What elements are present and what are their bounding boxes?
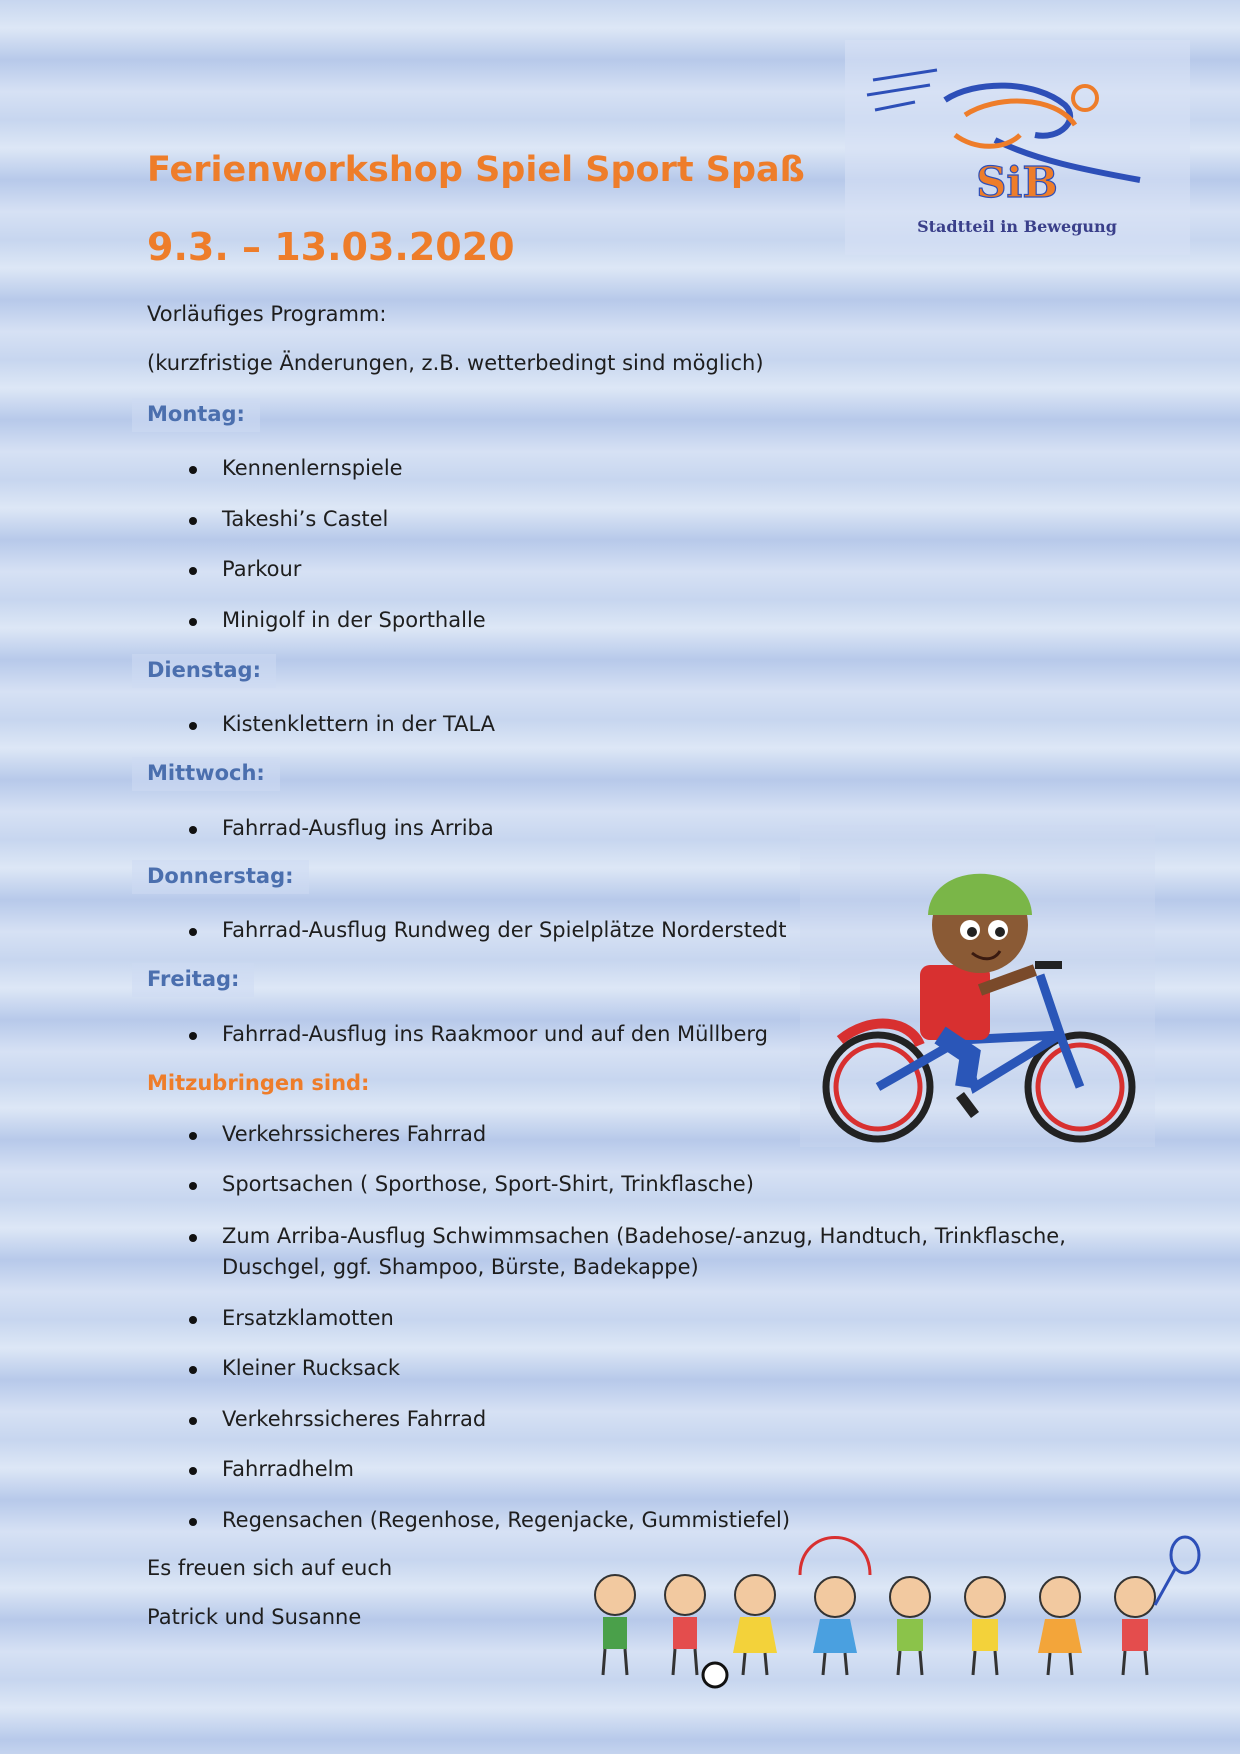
- list-item: Takeshi’s Castel: [190, 504, 388, 535]
- flyer-title: Ferienworkshop Spiel Sport Spaß: [147, 150, 805, 190]
- sib-logo: [845, 40, 1190, 255]
- list-item: Kleiner Rucksack: [190, 1353, 400, 1384]
- day-heading-freitag: Freitag:: [132, 963, 254, 997]
- list-item: Fahrrad-Ausflug ins Raakmoor und auf den Müllberg: [190, 1019, 768, 1050]
- list-item: Regensachen (Regenhose, Regenjacke, Gummistiefel): [190, 1505, 790, 1536]
- intro-note: (kurzfristige Änderungen, z.B. wetterbedingt sind möglich): [147, 351, 764, 375]
- day-heading-montag: Montag:: [132, 398, 260, 432]
- list-item: Ersatzklamotten: [190, 1303, 394, 1334]
- closing-line: Es freuen sich auf euch: [147, 1556, 393, 1580]
- list-item: Fahrrad-Ausflug Rundweg der Spielplätze Norderstedt: [190, 915, 786, 946]
- list-item: Sportsachen ( Sporthose, Sport-Shirt, Trinkflasche): [190, 1169, 754, 1200]
- closing-signature: Patrick und Susanne: [147, 1605, 362, 1629]
- sib-logo-icon: [845, 40, 1190, 255]
- day-heading-dienstag: Dienstag:: [132, 654, 276, 688]
- list-item: Fahrradhelm: [190, 1454, 354, 1485]
- flyer-date: 9.3. – 13.03.2020: [147, 225, 515, 269]
- list-item: Verkehrssicheres Fahrrad: [190, 1404, 486, 1435]
- bring-heading: Mitzubringen sind:: [147, 1071, 370, 1095]
- list-item: Zum Arriba-Ausflug Schwimmsachen (Badehose/-anzug, Handtuch, Trinkflasche, Duschgel, ggf. Shampoo, Bürste, Badekappe): [190, 1221, 1066, 1283]
- kids-row-illustration: [575, 1535, 1205, 1695]
- list-item: Verkehrssicheres Fahrrad: [190, 1119, 486, 1150]
- list-item: Fahrrad-Ausflug ins Arriba: [190, 813, 494, 844]
- list-item: Parkour: [190, 554, 301, 585]
- kid-figure: [595, 1575, 635, 1675]
- list-item: Kistenklettern in der TALA: [190, 709, 495, 740]
- intro-line: Vorläufiges Programm:: [147, 302, 387, 326]
- day-heading-mittwoch: Mittwoch:: [132, 757, 280, 791]
- bike-kid-illustration: [800, 825, 1155, 1147]
- day-heading-donnerstag: Donnerstag:: [132, 860, 309, 894]
- logo-name: SiB: [976, 158, 1058, 207]
- list-item: Kennenlernspiele: [190, 453, 403, 484]
- logo-subtitle: Stadtteil in Bewegung: [917, 217, 1117, 236]
- list-item: Minigolf in der Sporthalle: [190, 605, 486, 636]
